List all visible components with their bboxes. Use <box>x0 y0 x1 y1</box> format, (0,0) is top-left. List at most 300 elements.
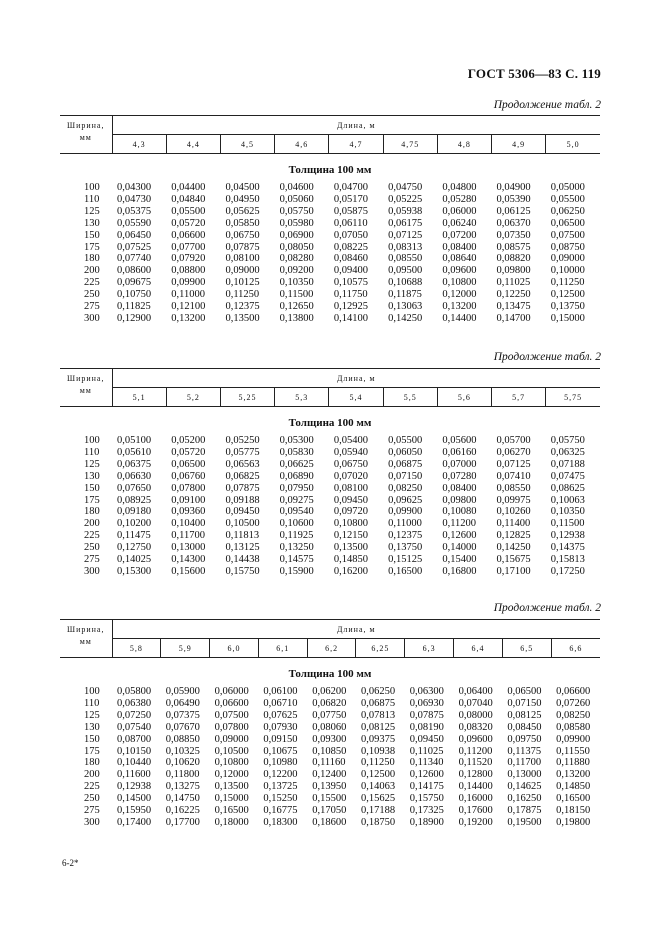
volume-cell: 0,07280 <box>442 470 477 482</box>
volume-cell: 0,07125 <box>496 458 531 470</box>
table-row <box>60 182 600 194</box>
volume-cell: 0,09900 <box>171 277 206 289</box>
volume-cell: 0,15750 <box>225 565 260 577</box>
table-block <box>60 115 600 325</box>
volume-cell: 0,10260 <box>496 506 531 518</box>
volume-cell: 0,06325 <box>550 446 585 458</box>
volume-cell: 0,14250 <box>388 312 423 324</box>
volume-cell: 0,06875 <box>388 458 423 470</box>
volume-cell: 0,13063 <box>388 301 423 313</box>
volume-cell: 0,08050 <box>279 241 314 253</box>
volume-cell: 0,15750 <box>409 793 444 805</box>
volume-cell: 0,06380 <box>117 697 152 709</box>
volume-cell: 0,12800 <box>458 769 493 781</box>
volume-cell: 0,10150 <box>117 745 152 757</box>
width-cell: 130 <box>84 470 100 482</box>
table-row <box>60 518 600 530</box>
volume-cell: 0,18900 <box>409 816 444 828</box>
volume-cell: 0,11025 <box>496 277 531 289</box>
volume-cell: 0,07525 <box>117 241 152 253</box>
volume-cell: 0,06125 <box>496 205 531 217</box>
volume-cell: 0,19500 <box>507 816 542 828</box>
width-cell: 125 <box>84 709 100 721</box>
volume-cell: 0,06450 <box>117 229 152 241</box>
volume-cell: 0,12200 <box>263 769 298 781</box>
volume-cell: 0,04730 <box>117 193 152 205</box>
volume-cell: 0,08640 <box>442 253 477 265</box>
volume-cell: 0,17050 <box>312 805 347 817</box>
volume-cell: 0,10850 <box>312 745 347 757</box>
volume-cell: 0,13800 <box>279 312 314 324</box>
table-block <box>60 619 600 829</box>
volume-cell: 0,11025 <box>409 745 444 757</box>
volume-cell: 0,06750 <box>225 229 260 241</box>
volume-cell: 0,11400 <box>496 518 531 530</box>
volume-cell: 0,09600 <box>442 265 477 277</box>
volume-cell: 0,12900 <box>117 312 152 324</box>
volume-cell: 0,09800 <box>442 494 477 506</box>
continuation-note: Продолжение табл. 2 <box>493 99 601 111</box>
data-table <box>60 115 600 325</box>
volume-cell: 0,12000 <box>214 769 249 781</box>
volume-cell: 0,04900 <box>496 182 531 193</box>
volume-cell: 0,06875 <box>360 697 396 709</box>
volume-cell: 0,14400 <box>458 781 493 793</box>
volume-cell: 0,08313 <box>388 241 423 253</box>
volume-cell: 0,14025 <box>117 554 152 566</box>
volume-cell: 0,18600 <box>312 816 347 828</box>
volume-cell: 0,11340 <box>409 757 444 769</box>
width-column-header <box>60 116 112 154</box>
volume-cell: 0,11520 <box>458 757 493 769</box>
volume-cell: 0,19200 <box>458 816 493 828</box>
page-header: ГОСТ 5306—83 С. 119 <box>467 66 601 81</box>
volume-cell: 0,15000 <box>550 312 585 324</box>
width-cell: 200 <box>84 518 100 530</box>
volume-cell: 0,06500 <box>507 686 542 697</box>
continuation-note: Продолжение табл. 2 <box>493 602 601 614</box>
volume-cell: 0,14250 <box>496 542 531 554</box>
volume-cell: 0,11800 <box>165 769 200 781</box>
volume-cell: 0,09360 <box>171 506 206 518</box>
table-row <box>60 483 600 495</box>
width-label: Ширина, <box>67 625 105 634</box>
table-row <box>60 230 600 242</box>
volume-cell: 0,08925 <box>117 494 152 506</box>
volume-cell: 0,09300 <box>312 733 347 745</box>
volume-cell: 0,09450 <box>225 506 260 518</box>
width-cell: 225 <box>84 781 100 793</box>
volume-cell: 0,15900 <box>279 565 314 577</box>
volume-cell: 0,15125 <box>388 554 423 566</box>
length-column-header: 6,0 <box>210 639 259 658</box>
width-cell: 100 <box>84 686 100 697</box>
volume-cell: 0,07625 <box>263 709 298 721</box>
volume-cell: 0,14500 <box>117 793 152 805</box>
volume-cell: 0,17400 <box>117 816 152 828</box>
volume-cell: 0,07540 <box>117 721 152 733</box>
volume-cell: 0,07700 <box>171 241 206 253</box>
volume-cell: 0,10500 <box>225 518 260 530</box>
volume-cell: 0,06000 <box>214 686 249 697</box>
width-cell: 125 <box>84 458 100 470</box>
volume-cell: 0,07150 <box>388 470 423 482</box>
volume-cell: 0,05600 <box>442 435 477 446</box>
table-row <box>60 769 600 781</box>
volume-cell: 0,05375 <box>117 205 152 217</box>
data-table <box>60 619 600 829</box>
volume-cell: 0,15250 <box>263 793 298 805</box>
volume-cell: 0,10800 <box>214 757 249 769</box>
volume-cell: 0,09500 <box>388 265 423 277</box>
width-cell: 250 <box>84 793 100 805</box>
length-column-header: 5,5 <box>383 388 437 407</box>
volume-cell: 0,15300 <box>117 565 152 577</box>
volume-cell: 0,06625 <box>279 458 314 470</box>
volume-cell: 0,10440 <box>117 757 152 769</box>
length-column-header: 5,25 <box>220 388 274 407</box>
volume-cell: 0,06370 <box>496 217 531 229</box>
volume-cell: 0,14375 <box>550 542 585 554</box>
volume-cell: 0,07800 <box>214 721 249 733</box>
table-row <box>60 289 600 301</box>
volume-cell: 0,13000 <box>171 542 206 554</box>
volume-cell: 0,08100 <box>333 482 368 494</box>
volume-cell: 0,06930 <box>409 697 444 709</box>
volume-cell: 0,07188 <box>550 458 585 470</box>
volume-cell: 0,07500 <box>550 229 585 241</box>
volume-cell: 0,16500 <box>388 565 423 577</box>
volume-cell: 0,11250 <box>550 277 585 289</box>
volume-cell: 0,15400 <box>442 554 477 566</box>
width-cell: 150 <box>84 482 100 494</box>
volume-cell: 0,05610 <box>117 446 152 458</box>
table-row <box>60 506 600 518</box>
volume-cell: 0,10200 <box>117 518 152 530</box>
volume-cell: 0,16775 <box>263 805 298 817</box>
volume-cell: 0,05900 <box>165 686 200 697</box>
volume-cell: 0,13950 <box>312 781 347 793</box>
volume-cell: 0,08250 <box>388 482 423 494</box>
volume-cell: 0,13475 <box>496 301 531 313</box>
volume-cell: 0,10063 <box>550 494 585 506</box>
volume-cell: 0,11880 <box>556 757 590 769</box>
volume-cell: 0,07040 <box>458 697 493 709</box>
length-column-header: 5,0 <box>546 135 600 154</box>
volume-cell: 0,10750 <box>117 289 152 301</box>
length-column-header: 4,3 <box>112 135 166 154</box>
volume-cell: 0,11600 <box>117 769 151 781</box>
table-row <box>60 566 600 578</box>
table-row <box>60 471 600 483</box>
volume-cell: 0,18150 <box>556 805 591 817</box>
volume-cell: 0,07750 <box>312 709 347 721</box>
volume-cell: 0,18000 <box>214 816 249 828</box>
page-footer: 6-2* <box>62 858 79 868</box>
width-cell: 300 <box>84 565 100 577</box>
volume-cell: 0,17600 <box>458 805 493 817</box>
table-row <box>60 206 600 218</box>
volume-cell: 0,13725 <box>263 781 298 793</box>
volume-cell: 0,08600 <box>117 265 152 277</box>
volume-cell: 0,05830 <box>279 446 314 458</box>
volume-cell: 0,11475 <box>117 530 151 542</box>
volume-cell: 0,18750 <box>360 816 396 828</box>
width-cell: 175 <box>84 745 100 757</box>
volume-cell: 0,12650 <box>279 301 314 313</box>
volume-cell: 0,11200 <box>442 518 477 530</box>
volume-cell: 0,06900 <box>279 229 314 241</box>
length-column-header: 5,1 <box>112 388 166 407</box>
volume-cell: 0,08800 <box>171 265 206 277</box>
volume-cell: 0,11925 <box>279 530 314 542</box>
volume-cell: 0,16800 <box>442 565 477 577</box>
table-row <box>60 447 600 459</box>
volume-cell: 0,05750 <box>279 205 314 217</box>
volume-cell: 0,06750 <box>333 458 368 470</box>
volume-cell: 0,18300 <box>263 816 298 828</box>
volume-cell: 0,12938 <box>550 530 585 542</box>
table-row <box>60 265 600 277</box>
volume-cell: 0,13750 <box>388 542 423 554</box>
length-column-header: 6,3 <box>405 639 454 658</box>
volume-cell: 0,11875 <box>388 289 422 301</box>
volume-cell: 0,09275 <box>279 494 314 506</box>
volume-cell: 0,10325 <box>165 745 200 757</box>
volume-cell: 0,11000 <box>171 289 205 301</box>
width-cell: 275 <box>84 301 100 313</box>
volume-cell: 0,07875 <box>225 482 260 494</box>
volume-cell: 0,06110 <box>333 217 368 229</box>
volume-cell: 0,10000 <box>550 265 585 277</box>
volume-cell: 0,10600 <box>279 518 314 530</box>
volume-cell: 0,09800 <box>496 265 531 277</box>
volume-cell: 0,09150 <box>263 733 298 745</box>
width-unit-label: мм <box>79 386 92 395</box>
volume-cell: 0,11825 <box>117 301 151 313</box>
volume-cell: 0,09975 <box>496 494 531 506</box>
table-row <box>60 495 600 507</box>
length-column-header: 6,6 <box>551 639 600 658</box>
volume-cell: 0,14400 <box>442 312 477 324</box>
volume-cell: 0,11550 <box>556 745 590 757</box>
width-cell: 150 <box>84 733 100 745</box>
volume-cell: 0,05170 <box>333 193 368 205</box>
volume-cell: 0,12500 <box>360 769 396 781</box>
volume-cell: 0,12750 <box>117 542 152 554</box>
volume-cell: 0,16500 <box>214 805 249 817</box>
volume-cell: 0,15500 <box>312 793 347 805</box>
volume-cell: 0,08320 <box>458 721 493 733</box>
volume-cell: 0,08400 <box>442 482 477 494</box>
volume-cell: 0,08400 <box>442 241 477 253</box>
table-block <box>60 368 600 578</box>
length-header: Длина, м <box>112 369 600 388</box>
volume-cell: 0,07020 <box>333 470 368 482</box>
volume-cell: 0,04400 <box>171 182 206 193</box>
table-row <box>60 734 600 746</box>
length-column-header: 4,4 <box>166 135 220 154</box>
volume-cell: 0,07000 <box>442 458 477 470</box>
width-cell: 180 <box>84 253 100 265</box>
table-row <box>60 710 600 722</box>
volume-cell: 0,08280 <box>279 253 314 265</box>
volume-cell: 0,05500 <box>550 193 585 205</box>
volume-cell: 0,11250 <box>225 289 260 301</box>
volume-cell: 0,12600 <box>409 769 444 781</box>
volume-cell: 0,07875 <box>409 709 444 721</box>
volume-cell: 0,11500 <box>550 518 585 530</box>
volume-cell: 0,06825 <box>225 470 260 482</box>
volume-cell: 0,04750 <box>388 182 423 193</box>
volume-cell: 0,11200 <box>458 745 493 757</box>
volume-cell: 0,11813 <box>225 530 260 542</box>
volume-cell: 0,13275 <box>165 781 200 793</box>
volume-cell: 0,07800 <box>171 482 206 494</box>
length-column-header: 5,7 <box>492 388 546 407</box>
volume-cell: 0,05300 <box>279 435 314 446</box>
volume-cell: 0,14575 <box>279 554 314 566</box>
volume-cell: 0,06600 <box>214 697 249 709</box>
volume-cell: 0,07250 <box>117 709 152 721</box>
volume-cell: 0,05875 <box>333 205 368 217</box>
length-column-header: 4,6 <box>275 135 329 154</box>
volume-cell: 0,17188 <box>360 805 396 817</box>
volume-cell: 0,08225 <box>333 241 368 253</box>
volume-cell: 0,13500 <box>225 312 260 324</box>
volume-cell: 0,12150 <box>333 530 368 542</box>
volume-cell: 0,10500 <box>214 745 249 757</box>
volume-cell: 0,05720 <box>171 446 206 458</box>
volume-cell: 0,17100 <box>496 565 531 577</box>
volume-cell: 0,08700 <box>117 733 152 745</box>
volume-cell: 0,15950 <box>117 805 152 817</box>
table-row <box>60 301 600 313</box>
volume-cell: 0,07930 <box>263 721 298 733</box>
volume-cell: 0,13200 <box>171 312 206 324</box>
volume-cell: 0,05225 <box>388 193 423 205</box>
volume-cell: 0,06600 <box>556 686 591 697</box>
table-row <box>60 194 600 206</box>
volume-cell: 0,12825 <box>496 530 531 542</box>
length-column-header: 4,7 <box>329 135 383 154</box>
volume-cell: 0,14850 <box>333 554 368 566</box>
volume-cell: 0,10675 <box>263 745 298 757</box>
width-cell: 275 <box>84 554 100 566</box>
volume-cell: 0,08750 <box>550 241 585 253</box>
width-cell: 110 <box>84 697 100 709</box>
volume-cell: 0,06100 <box>263 686 298 697</box>
volume-cell: 0,09675 <box>117 277 152 289</box>
volume-cell: 0,10125 <box>225 277 260 289</box>
length-column-header: 5,75 <box>546 388 600 407</box>
volume-cell: 0,09625 <box>388 494 423 506</box>
length-column-header: 6,25 <box>356 639 405 658</box>
volume-cell: 0,06240 <box>442 217 477 229</box>
table-row <box>60 459 600 471</box>
volume-cell: 0,06600 <box>171 229 206 241</box>
volume-cell: 0,07650 <box>117 482 152 494</box>
volume-cell: 0,05500 <box>171 205 206 217</box>
volume-cell: 0,10800 <box>333 518 368 530</box>
volume-cell: 0,07260 <box>556 697 591 709</box>
volume-cell: 0,14063 <box>360 781 396 793</box>
volume-cell: 0,11000 <box>388 518 422 530</box>
volume-cell: 0,08125 <box>507 709 542 721</box>
volume-cell: 0,05625 <box>225 205 260 217</box>
volume-cell: 0,06500 <box>550 217 585 229</box>
table-row <box>60 313 600 325</box>
volume-cell: 0,11700 <box>171 530 205 542</box>
table-row <box>60 805 600 817</box>
width-cell: 100 <box>84 182 100 193</box>
volume-cell: 0,05390 <box>496 193 531 205</box>
width-cell: 200 <box>84 265 100 277</box>
width-column-header <box>60 369 112 407</box>
table-row <box>60 722 600 734</box>
volume-cell: 0,05980 <box>279 217 314 229</box>
volume-cell: 0,15600 <box>171 565 206 577</box>
volume-cell: 0,09720 <box>333 506 368 518</box>
volume-cell: 0,06250 <box>360 686 396 697</box>
volume-cell: 0,08060 <box>312 721 347 733</box>
width-cell: 225 <box>84 530 100 542</box>
volume-cell: 0,14000 <box>442 542 477 554</box>
width-cell: 250 <box>84 289 100 301</box>
length-column-header: 5,4 <box>329 388 383 407</box>
width-cell: 225 <box>84 277 100 289</box>
volume-cell: 0,06890 <box>279 470 314 482</box>
width-cell: 250 <box>84 542 100 554</box>
width-cell: 130 <box>84 217 100 229</box>
volume-cell: 0,15625 <box>360 793 396 805</box>
volume-cell: 0,08450 <box>507 721 542 733</box>
volume-cell: 0,11250 <box>360 757 395 769</box>
volume-cell: 0,10350 <box>550 506 585 518</box>
volume-cell: 0,05060 <box>279 193 314 205</box>
width-unit-label: мм <box>79 637 92 646</box>
volume-cell: 0,06050 <box>388 446 423 458</box>
table-row <box>60 698 600 710</box>
volume-cell: 0,06175 <box>388 217 423 229</box>
table-row <box>60 686 600 698</box>
volume-cell: 0,14750 <box>165 793 200 805</box>
volume-cell: 0,11700 <box>507 757 542 769</box>
volume-cell: 0,06563 <box>225 458 260 470</box>
volume-cell: 0,04600 <box>279 182 314 193</box>
volume-cell: 0,07050 <box>333 229 368 241</box>
volume-cell: 0,09180 <box>117 506 152 518</box>
table-row <box>60 242 600 254</box>
volume-cell: 0,10980 <box>263 757 298 769</box>
table-row <box>60 253 600 265</box>
volume-cell: 0,09900 <box>388 506 423 518</box>
length-column-header: 4,75 <box>383 135 437 154</box>
width-cell: 200 <box>84 769 100 781</box>
width-cell: 110 <box>84 446 100 458</box>
volume-cell: 0,06630 <box>117 470 152 482</box>
volume-cell: 0,05400 <box>333 435 368 446</box>
volume-cell: 0,08125 <box>360 721 396 733</box>
volume-cell: 0,17325 <box>409 805 444 817</box>
width-cell: 180 <box>84 506 100 518</box>
volume-cell: 0,14700 <box>496 312 531 324</box>
width-cell: 300 <box>84 312 100 324</box>
volume-cell: 0,06820 <box>312 697 347 709</box>
volume-cell: 0,07125 <box>388 229 423 241</box>
volume-cell: 0,06270 <box>496 446 531 458</box>
volume-cell: 0,09450 <box>333 494 368 506</box>
